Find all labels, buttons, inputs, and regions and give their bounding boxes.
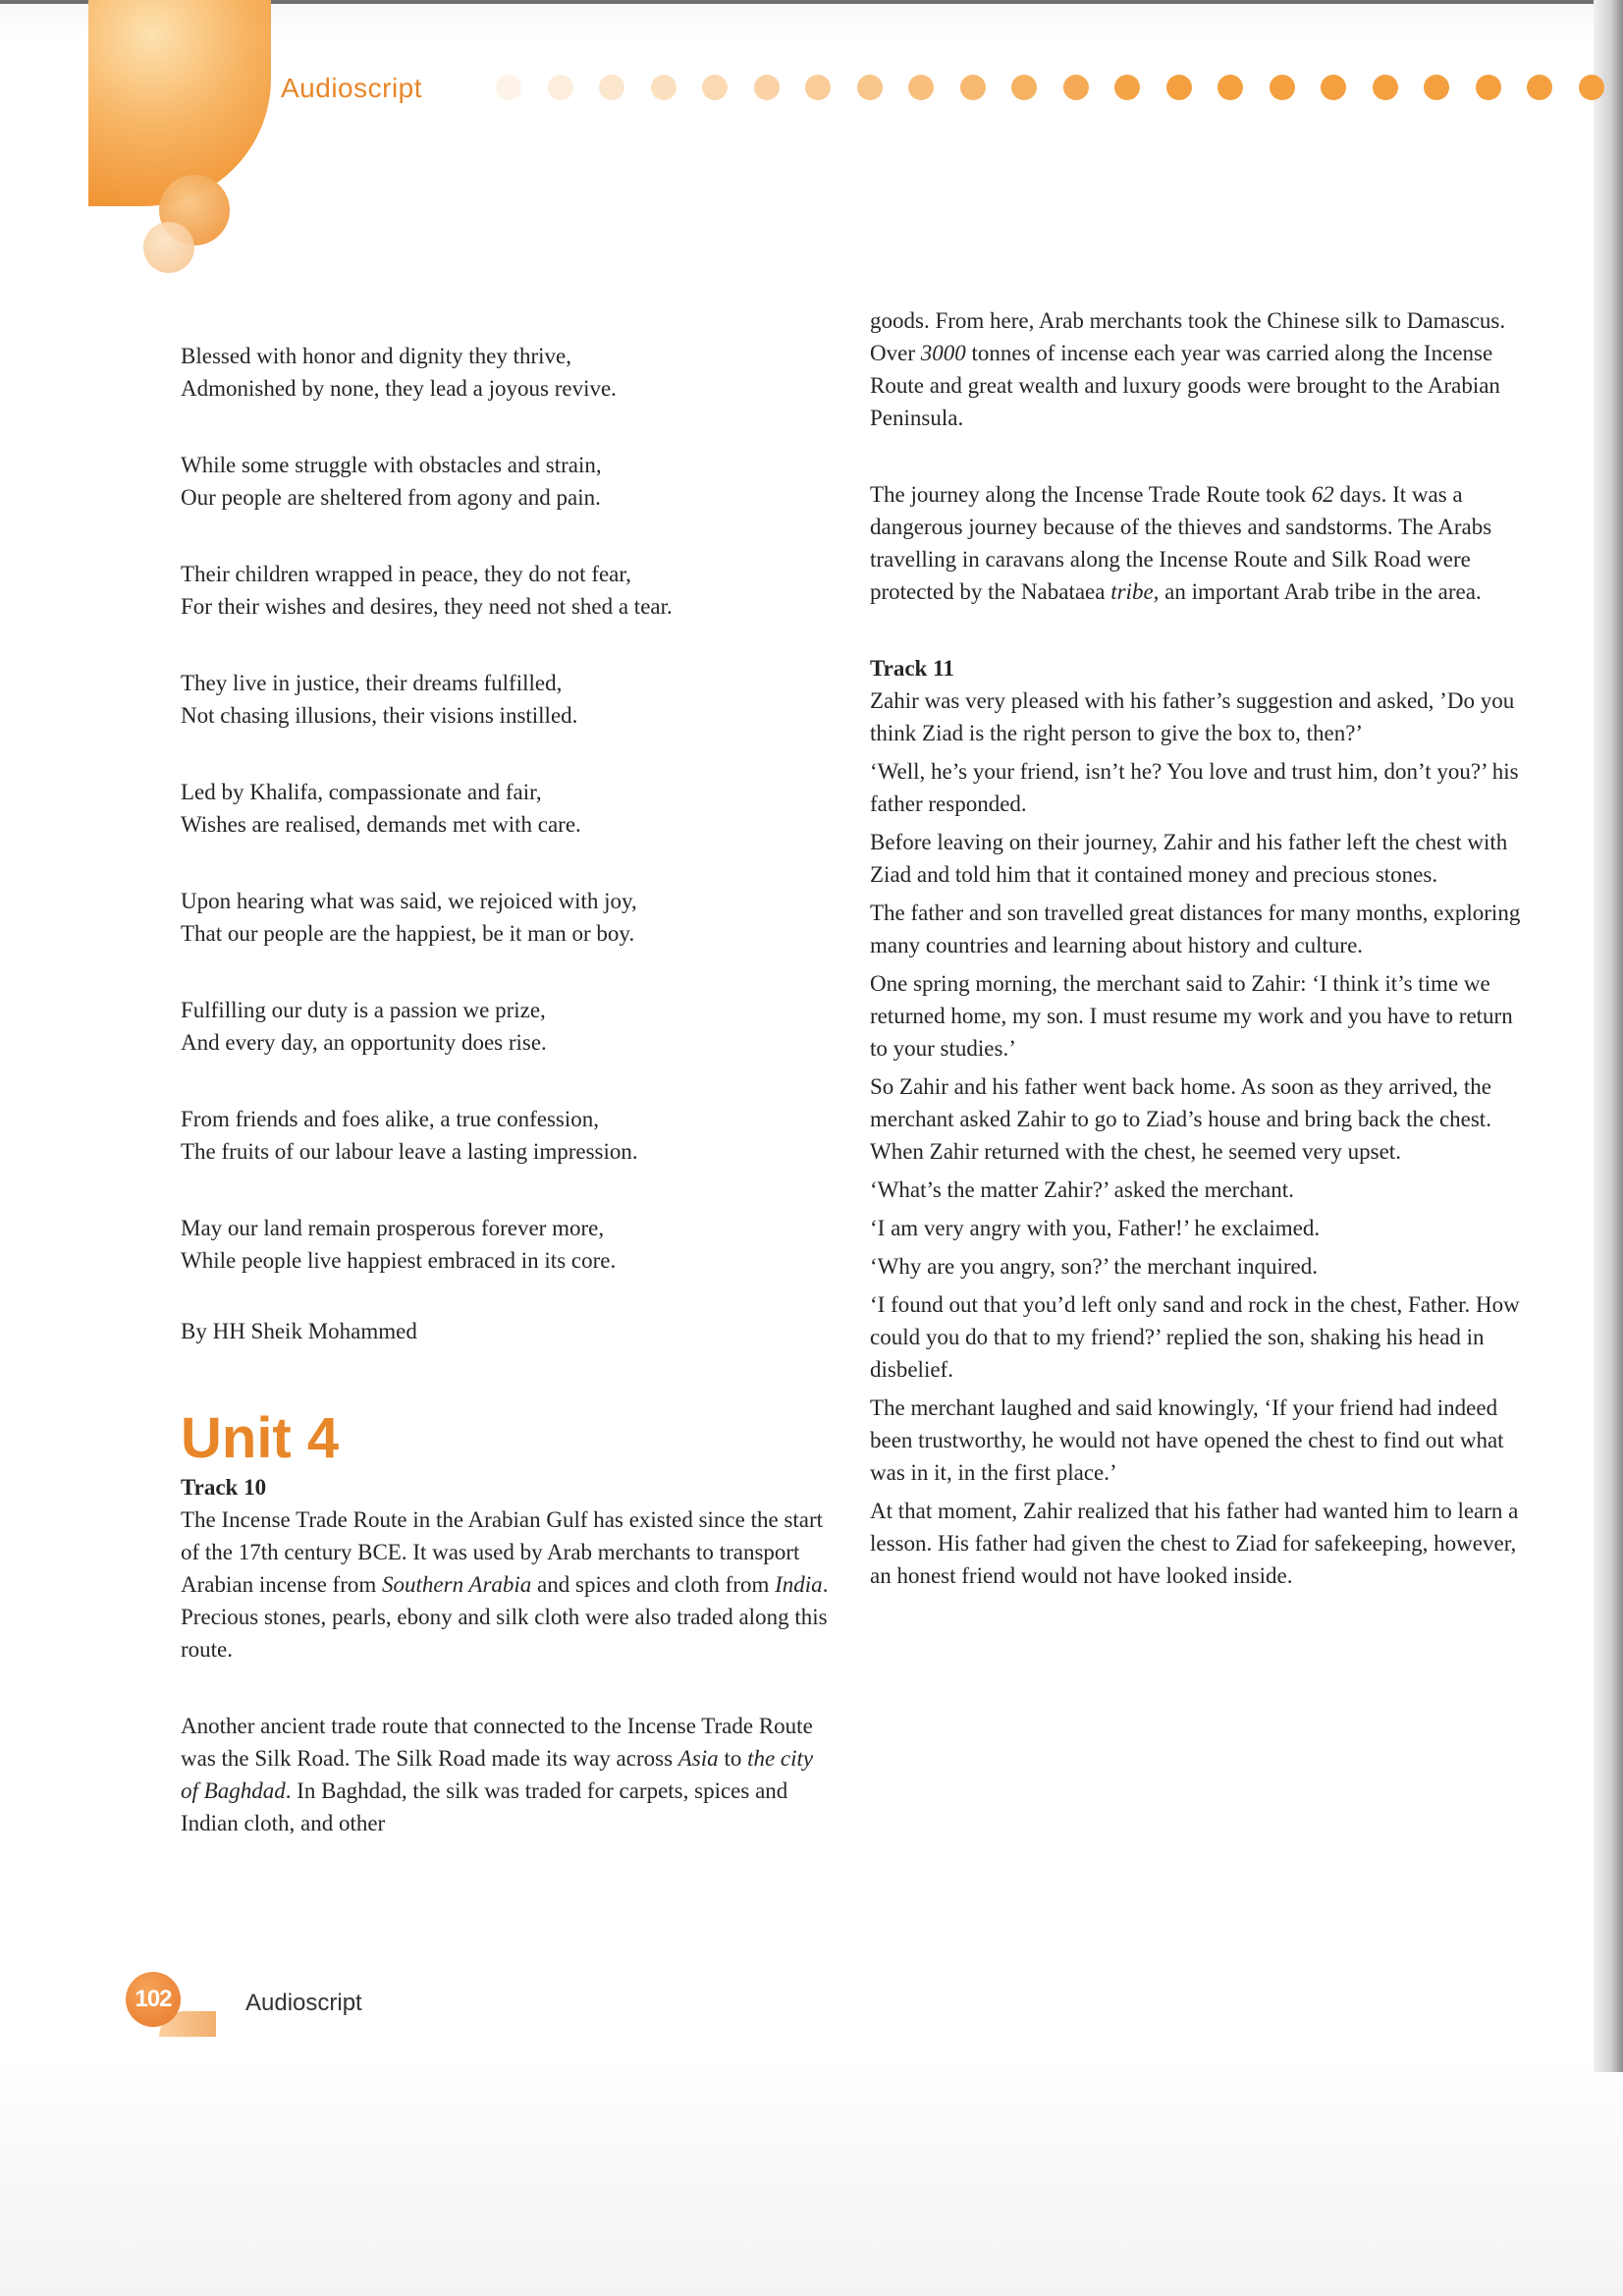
poem-line: For their wishes and desires, they need not shed a tear. — [181, 594, 673, 619]
poem-line: Their children wrapped in peace, they do not fear, — [181, 562, 631, 586]
header-dot — [908, 75, 934, 100]
poem-stanza — [181, 776, 829, 841]
footer-label: Audioscript — [245, 1990, 362, 2016]
story-paragraph: Zahir was very pleased with his father’s suggestion and asked, ’Do you think Ziad is the right person to give the box to, then?’ — [870, 688, 1515, 745]
header-dot — [960, 75, 986, 100]
left-column — [181, 340, 829, 1884]
poem-line: While some struggle with obstacles and strain, — [181, 453, 602, 477]
header-dot — [1321, 75, 1346, 100]
paragraph: The journey along the Incense Trade Route took 62 days. It was a dangerous journey because of the thieves and sandstorms. The Arabs travelling in caravans along the Incense Route and Silk Road were protected by the Nabataea tribe, an important Arab tribe in the area. — [870, 482, 1492, 604]
poem — [181, 340, 829, 1347]
poem-stanza — [181, 994, 829, 1059]
page-number-badge: 102 — [126, 1972, 181, 2027]
header-dot — [857, 75, 883, 100]
poem-line: Our people are sheltered from agony and pain. — [181, 485, 601, 510]
story-paragraph: ‘What’s the matter Zahir?’ asked the merchant. — [870, 1177, 1294, 1202]
poem-line: From friends and foes alike, a true confession, — [181, 1107, 600, 1131]
story-paragraph: ‘I found out that you’d left only sand and rock in the chest, Father. How could you do that to my friend?’ replied the son, shaking his head in disbelief. — [870, 1292, 1520, 1382]
poem-stanza — [181, 667, 829, 732]
header-dot — [1217, 75, 1243, 100]
header-dot — [1063, 75, 1089, 100]
poem-line: And every day, an opportunity does rise. — [181, 1030, 547, 1055]
header-dot — [754, 75, 780, 100]
story-paragraph: ‘Well, he’s your friend, isn’t he? You love and trust him, don’t you?’ his father responded. — [870, 759, 1519, 816]
poem-line: Blessed with honor and dignity they thrive, — [181, 344, 571, 368]
poem-stanza — [181, 449, 829, 514]
story-paragraph: ‘Why are you angry, son?’ the merchant inquired. — [870, 1254, 1318, 1279]
poem-stanza — [181, 558, 829, 623]
header-dot — [599, 75, 624, 100]
poem-line: Not chasing illusions, their visions instilled. — [181, 703, 578, 728]
poem-stanza — [181, 340, 829, 405]
poem-line: Led by Khalifa, compassionate and fair, — [181, 780, 542, 804]
header-dot — [1114, 75, 1140, 100]
header-title: Audioscript — [281, 73, 423, 103]
header-dot — [1476, 75, 1501, 100]
poem-line: Admonished by none, they lead a joyous revive. — [181, 376, 617, 401]
book-spine-shadow — [1594, 0, 1623, 2072]
paragraph: Another ancient trade route that connected to the Incense Trade Route was the Silk Road. The Silk Road made its way across Asia to the city of Baghdad. In Baghdad, the silk was traded for carpets, spices and Indian cloth, and other — [181, 1714, 814, 1835]
poem-stanza — [181, 885, 829, 950]
poem-stanza — [181, 1103, 829, 1168]
header-dot — [496, 75, 521, 100]
poem-line: Fulfilling our duty is a passion we prize, — [181, 998, 546, 1022]
story-paragraph: ‘I am very angry with you, Father!’ he exclaimed. — [870, 1216, 1321, 1240]
poem-line: May our land remain prosperous forever more, — [181, 1216, 605, 1240]
story-paragraph: One spring morning, the merchant said to Zahir: ‘I think it’s time we returned home, my son. I must resume my work and you have to return to your studies.’ — [870, 971, 1513, 1061]
header-dot — [1527, 75, 1552, 100]
story-paragraph: The merchant laughed and said knowingly, ‘If your friend had indeed been trustworthy, he would not have opened the chest to find out what was in it, in the first place.’ — [870, 1395, 1504, 1485]
header-dot — [805, 75, 831, 100]
unit-heading: Unit 4 — [181, 1406, 340, 1470]
paragraph: The Incense Trade Route in the Arabian Gulf has existed since the start of the 17th century BCE. It was used by Arab merchants to transport Arabian incense from Southern Arabia and spices and cloth from India. Precious stones, pearls, ebony and silk cloth were also traded along this route. — [181, 1507, 829, 1662]
poem-line: While people live happiest embraced in its core. — [181, 1248, 617, 1273]
story-paragraph: At that moment, Zahir realized that his father had wanted him to learn a lesson. His father had given the chest to Ziad for safekeeping, however, an honest friend would not have looked inside. — [870, 1499, 1519, 1588]
poem-line: That our people are the happiest, be it man or boy. — [181, 921, 635, 946]
poem-line: Upon hearing what was said, we rejoiced with joy, — [181, 889, 637, 913]
header-dot — [1270, 75, 1295, 100]
header-dot-row — [496, 75, 1596, 104]
poem-line: Wishes are realised, demands met with care. — [181, 812, 581, 837]
poem-line: They live in justice, their dreams fulfilled, — [181, 671, 563, 695]
header-dot — [1011, 75, 1037, 100]
header-tiny-orb-decoration — [143, 222, 194, 273]
header-dot — [1166, 75, 1192, 100]
track-label: Track 10 — [181, 1475, 267, 1500]
paragraph-continued: goods. From here, Arab merchants took the Chinese silk to Damascus. Over 3000 tonnes of incense each year was carried along the Incense Route and great wealth and luxury goods were brought to the Arabian Peninsula. — [870, 308, 1506, 430]
right-column — [870, 304, 1528, 1598]
poem-stanza — [181, 1212, 829, 1277]
header-dot — [651, 75, 676, 100]
story-paragraph: So Zahir and his father went back home. As soon as they arrived, the merchant asked Zahir to go to Ziad’s house and bring back the chest. When Zahir returned with the chest, he seemed very upset. — [870, 1074, 1491, 1164]
track-label: Track 11 — [870, 656, 954, 681]
header-dot — [1373, 75, 1398, 100]
poem-byline: By HH Sheik Mohammed — [181, 1319, 417, 1343]
header-dot — [1424, 75, 1449, 100]
header-dot — [548, 75, 573, 100]
header-dot — [1579, 75, 1604, 100]
story-paragraph: The father and son travelled great distances for many months, exploring many countries and learning about history and culture. — [870, 901, 1521, 957]
header-dot — [702, 75, 728, 100]
poem-line: The fruits of our labour leave a lasting impression. — [181, 1139, 638, 1164]
story-paragraph: Before leaving on their journey, Zahir and his father left the chest with Ziad and told him that it contained money and precious stones. — [870, 830, 1508, 887]
